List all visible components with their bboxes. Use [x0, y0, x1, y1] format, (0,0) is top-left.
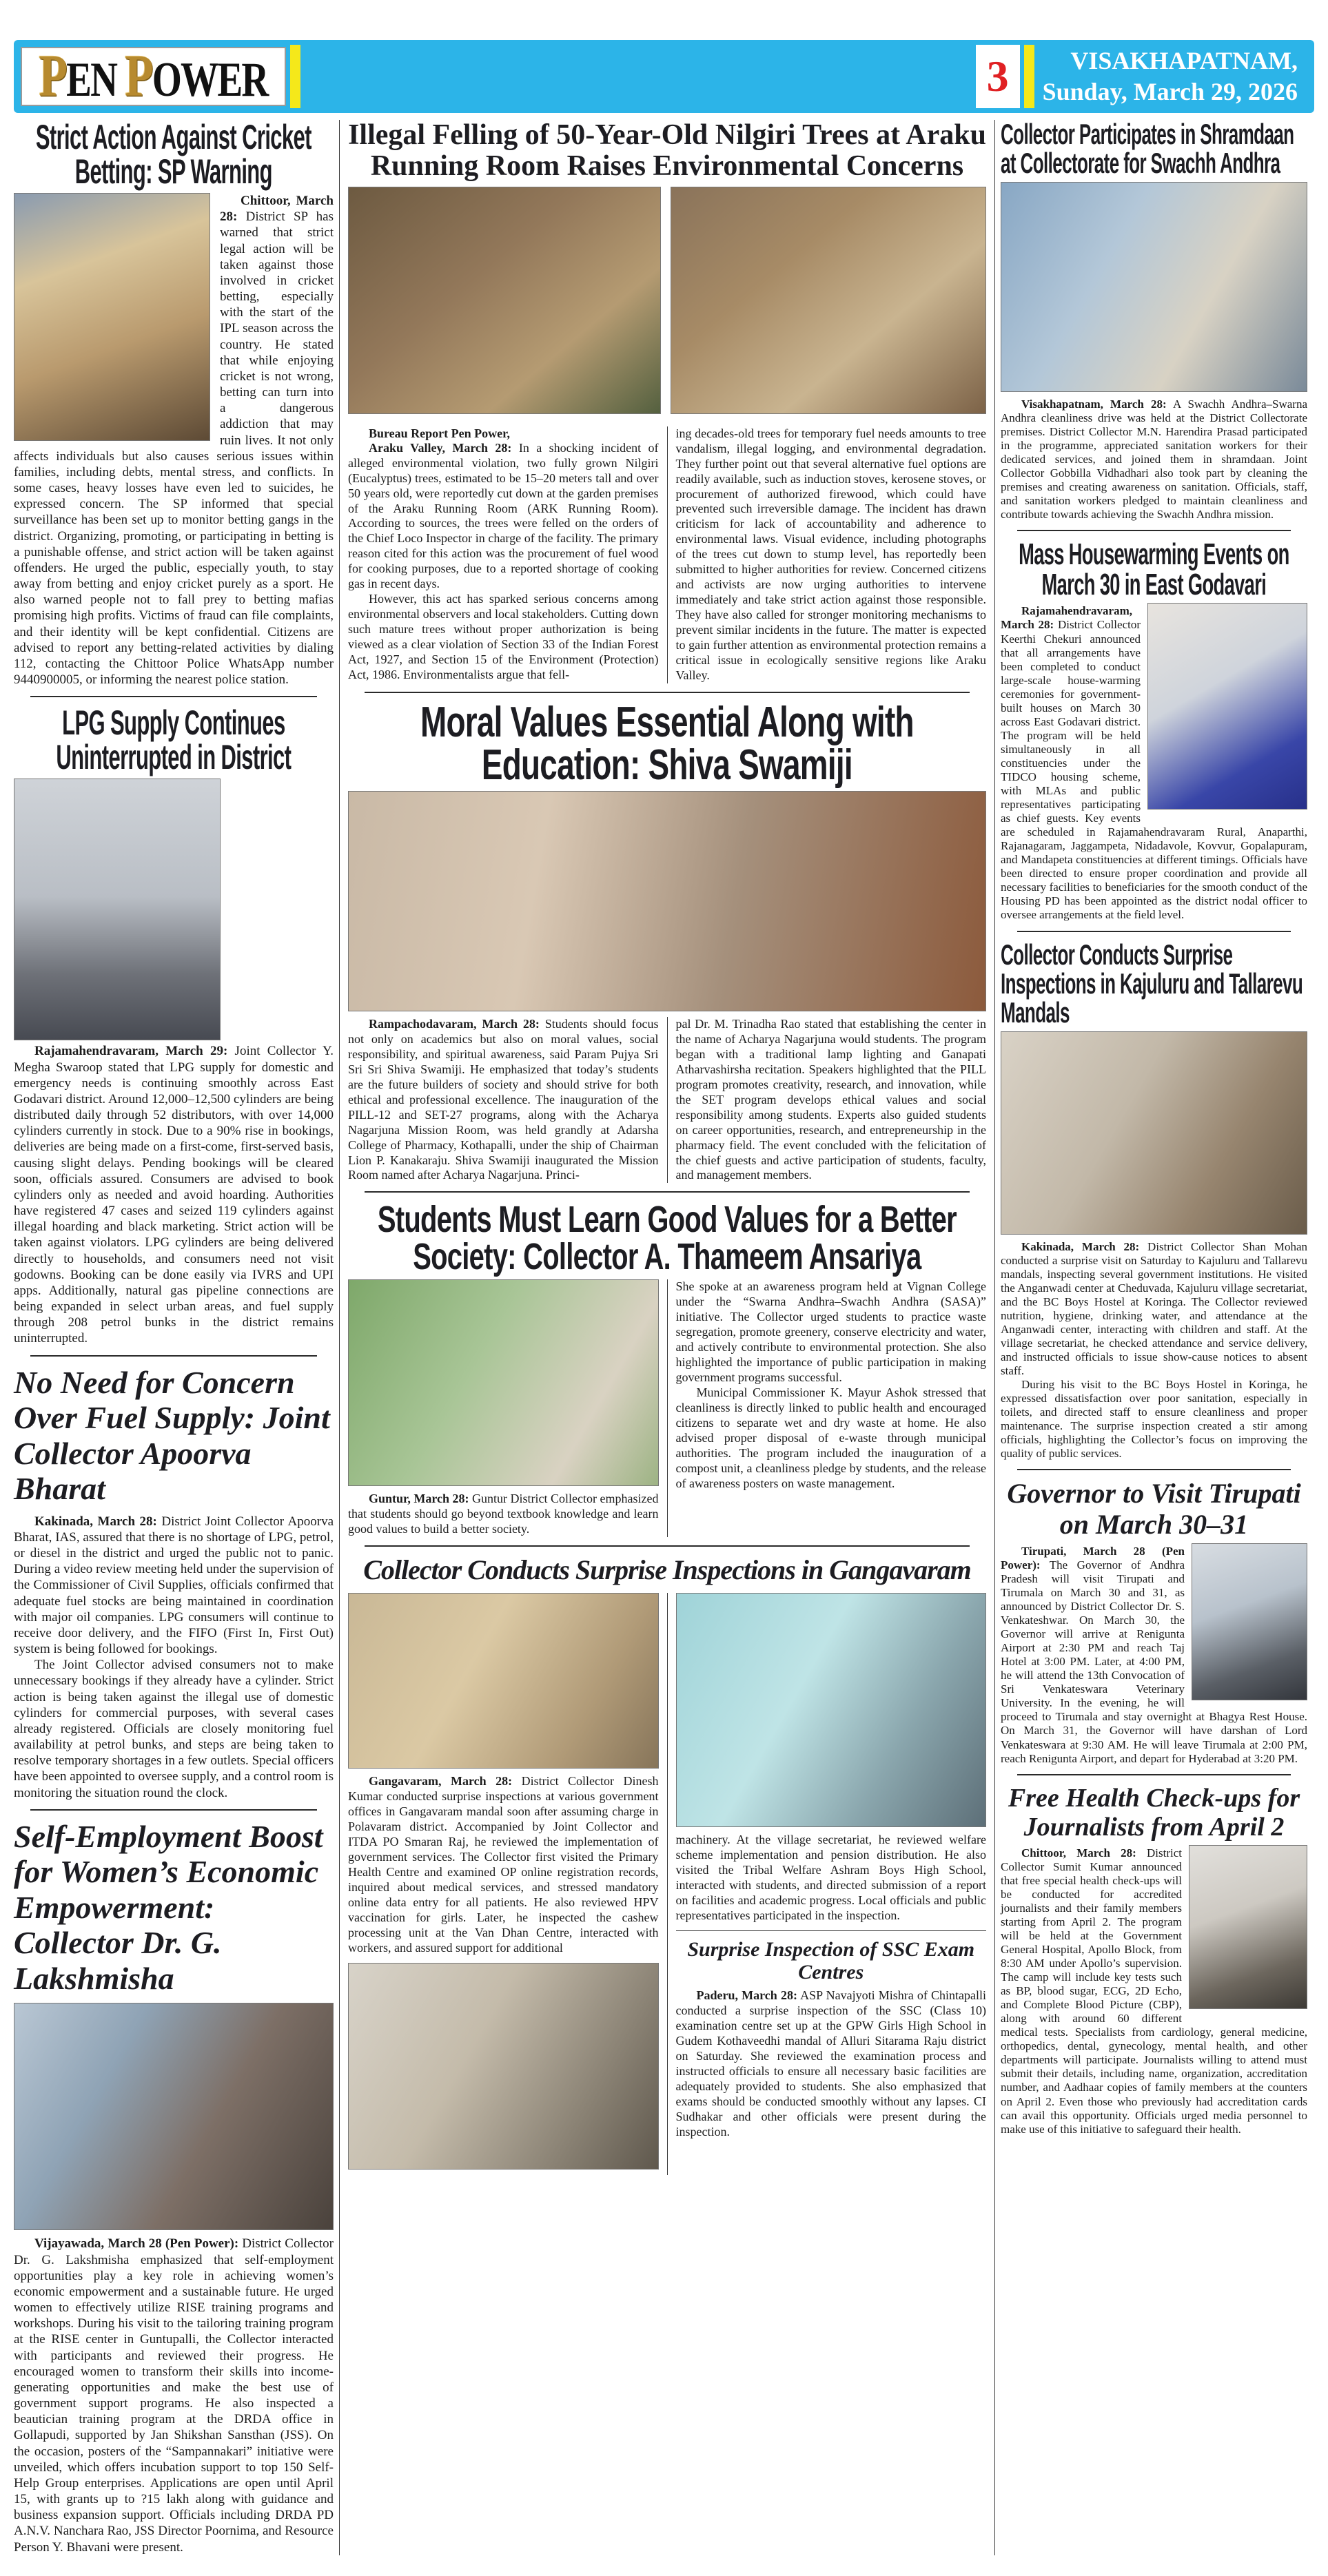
body-text: District SP has warned that strict legal action will be taken against those involved in cricket betting, especially with the start of the IPL season across the country. He stated that while enjoying cricket is not wrong, betting can turn into a dangerous addiction that may ruin lives. It not only affects individuals but also causes serious issues within families, including debts, mental stress, and conflicts. In some cases, heavy losses have even led to suicides, he expressed concern. The SP informed that special surveillance has been set up to monitor betting gangs in the district. Organizing, promoting, or participating in betting is a punishable offense, and strict action will be taken against offenders. He urged the public, especially youth, to stay away from betting and enjoy cricket purely as a sport. He also warned people not to fall prey to betting mafias promising high profits. Victims of fraud can file complaints, and their identity will be kept confidential. Citizens are advised to report any betting-related activities by dialing 112, contacting the Chittoor Police WhatsApp number 9440900005, or informing the nearest police station.	[14, 209, 334, 688]
separator-rule	[676, 1930, 987, 1931]
page-number: 3	[986, 52, 1009, 101]
article-paragraph: pal Dr. M. Trinadha Rao stated that establishing the center in the name of Acharya Nagarjuna would students. The program began with a traditional lamp lighting and Ganapati Atharvashirsha recitation. Speakers highlighted that the PILL program promotes creativity, research, and innovation, while the SET program develops ethical values and social responsibility among students. Experts also guided students on career opportunities, research, and entrepreneurship in the pharmacy field. The event concluded with the felicitation of the chief guests and active participation of students, faculty, and management members.	[675, 1016, 986, 1182]
dateline: Vijayawada, March 28 (Pen Power):	[34, 2236, 239, 2252]
separator-rule	[30, 696, 317, 697]
yellow-stripe-right	[1024, 45, 1034, 108]
dateline: Rampachodavaram, March 28:	[369, 1016, 540, 1031]
body-text: District Collector Sumit Kumar announced that free special health check-ups will be conducted for accredited journalists and their family members starting from April 2. The program will be held at the Government General Hospital, Apollo Block, from 8:30 AM under Apollo’s supervision. The camp will include key tests such as BP, blood sugar, ECG, 2D Echo, and Complete Blood Picture (CBP), along with around 60 different medical tests. Specialists from cardiology, general medicine, orthopedics, dental, gynecology, mental health, and other departments will participate. Journalists willing to attend must submit their details, including name, organization, accreditation number, and Aadhaar copies of family members at the counters on April 2. Even those who previously had accreditation cards can avail this opportunity. Officials urged media personnel to make use of this initiative to safeguard their health.	[1001, 1846, 1307, 2136]
text-subcolumn-right	[668, 1279, 987, 1537]
dateline: Paderu, March 28:	[696, 1988, 797, 2002]
separator-rule	[1017, 530, 1291, 531]
body-text: Guntur District Collector emphasized that students should go beyond textbook knowledge and learn good values to build a better society.	[348, 1492, 659, 1536]
two-column-text	[348, 1593, 986, 2174]
article-fuel-supply	[14, 1365, 334, 1801]
article-housewarming	[1001, 539, 1307, 922]
article-moral-values	[348, 698, 986, 1183]
article-headline: LPG Supply Continues Uninterrupted in District	[56, 703, 292, 777]
separator-rule	[30, 1809, 317, 1811]
body-text: A Swachh Andhra–Swarna Andhra cleanliness drive was held at the District Collectorate premises. District Collector M.N. Harendira Prasad participated in the programme, appreciated sanitation workers for their dedicated services, and joined them in shramdaan. Joint Collector Gobbilla Vidhadhari also took part by cleaning the premises and creating awareness on sanitation. Officials, staff, and sanitation workers pledged to maintain cleanliness and contribute towards achieving the Swachh Andhra mission.	[1001, 398, 1307, 522]
rise-training-photo	[14, 2003, 334, 2230]
health-centre-inspection-photo	[676, 1593, 987, 1827]
article-paragraph: The Joint Collector advised consumers not to make unnecessary bookings if they already have a cylinder. Strict action is being taken against the illegal use of domestic cylinders for commercial purposes, with several cases already registered. Officials are closely monitoring fuel availability at petrol bunks, and steps are being taken to resolve temporary shortages in a few outlets. Special officers have been appointed to oversee supply, and a control room is monitoring the situation round the clock.	[14, 1658, 334, 1800]
body-text: Students should focus not only on academics but also on moral values, social responsibility, and spiritual awareness, said Param Pujya Sri Sri Sri Shiva Swamiji. He emphasized that today’s students are the future builders of society and should strive for both ethical and professional excellence. The inauguration of the PILL-12 and SET-27 programs, along with the Acharya Nagarjuna Mission Room, was held grandly at Adarsha College of Pharmacy, Kothapalli, under the ship of Chairman Lion P. Kanakaraju. Shiva Swamiji inaugurated the Mission Room named after Acharya Nagarjuna. Princi-	[348, 1016, 659, 1182]
article-headline: Illegal Felling of 50-Year-Old Nilgiri Trees at Araku Running Room Raises Environmental Concerns	[348, 119, 986, 183]
article-paragraph	[348, 441, 659, 593]
body-text: Joint Collector Y. Megha Swaroop stated that LPG supply for domestic and emergency needs is continuing smoothly across East Godavari district. Around 12,000–12,500 cylinders are being distributed daily through 52 distributors, with over 14,000 cylinders currently in stock. Due to a 90% rise in bookings, deliveries are being made on a first-come, first-served basis, causing slight delays. Pending bookings will be cleared soon, officials assured. Consumers are advised to book cylinders only as needed and avoid hoarding. Authorities have registered 47 cases and seized 119 cylinders against illegal hoarding and black marketing. Strict action will be taken against violators. LPG cylinders are being delivered directly to households, and consumers need not visit godowns. Booking can be done easily via IVRS and UPI apps. Additionally, natural gas pipeline connections are being expanded in select urban areas, and fuel supply through 208 petrol bunks in the district remains uninterrupted.	[14, 1044, 334, 1346]
dateline: Guntur, March 28:	[369, 1492, 469, 1506]
article-governor-visit	[1001, 1478, 1307, 1765]
article-headline: Collector Participates in Shramdaan at Collectorate for Swachh Andhra	[1001, 118, 1294, 179]
article-paragraph	[348, 1774, 659, 1955]
dateline: Chittoor, March 28:	[220, 194, 334, 225]
middle-column	[339, 120, 995, 2555]
dateline: Gangavaram, March 28:	[369, 1774, 513, 1789]
page-number-box	[976, 45, 1020, 108]
two-column-text	[348, 1017, 986, 1183]
separator-rule	[365, 1191, 970, 1193]
dateline: Rajamahendravaram, March 29:	[34, 1044, 228, 1059]
separator-rule	[365, 1545, 970, 1547]
dateline: Visakhapatnam, March 28:	[1021, 398, 1167, 411]
dateline: Tirupati, March 28 (Pen Power):	[1001, 1544, 1185, 1572]
right-column	[995, 120, 1307, 2555]
article-paragraph: She spoke at an awareness program held at Vignan College under the “Swarna Andhra–Swachh Andhra (SASA)” initiative. The Collector urged students to practice waste segregation, promote greenery, conserve electricity and water, and actively contribute to environmental protection. She also highlighted the importance of public participation in making government programs successful.	[675, 1279, 986, 1385]
separator-rule	[365, 692, 970, 693]
article-nilgiri-felling	[348, 120, 986, 683]
article-paragraph	[1001, 398, 1307, 522]
article-headline: Surprise Inspection of SSC Exam Centres	[687, 1937, 975, 1984]
logo	[21, 43, 286, 110]
left-column	[14, 120, 339, 2555]
article-paragraph	[348, 1492, 659, 1537]
article-paragraph	[14, 1514, 334, 1658]
yellow-stripe-left	[290, 45, 300, 108]
article-paragraph: During his visit to the BC Boys Hostel in Koringa, he expressed dissatisfaction over poor sanitation, especially in toilets, and directed staff to ensure cleanliness and proper maintenance. The surprise inspection created a stir among officials, highlighting the Collector’s focus on improving the quality of public services.	[1001, 1377, 1307, 1461]
separator-rule	[1017, 1774, 1291, 1775]
article-shramdaan	[1001, 120, 1307, 522]
body-text: District Collector Shan Mohan conducted a surprise visit on Saturday to Kajuluru and Tallarevu mandals, inspecting several government institutions. He visited the Anganwadi center at Cheduvada, Kajuluru village secretariat, and the BC Boys Hostel at Koringa. The Collector reviewed nutrition, hygiene, drinking water, and attendance at the Anganwadi center, interacting with children and staff. At the village secretariat, he checked attendance and service delivery, and instructed officials to issue show-cause notices to absent staff.	[1001, 1239, 1307, 1377]
article-paragraph	[1001, 1240, 1307, 1378]
text-subcolumn-left	[348, 1017, 668, 1183]
body-text: District Collector Dinesh Kumar conducted surprise inspections at various government offices in Gangavaram mandal soon after assuming charge in Polavaram district. Accompanied by Joint Collector and ITDA PO Smaran Raj, he reviewed the implementation of government services. The Collector first visited the Primary Health Centre and examined OP online registration records, inquired about medical services, and stressed mandatory online data entry for all patients. He also reviewed HPV vaccination for girls. Later, he inspected the cashew processing unit at the Van Dhan Centre, interacted with workers, and assured support for additional	[348, 1774, 659, 1955]
nilgiri-photo-row	[348, 187, 986, 420]
sp-press-meet-photo	[14, 193, 210, 441]
article-headline: No Need for Concern Over Fuel Supply: Joint Collector Apoorva Bharat	[14, 1364, 330, 1507]
edition-date: Sunday, March 29, 2026	[1042, 78, 1298, 105]
edition-city: VISAKHAPATNAM,	[1070, 47, 1298, 74]
collector-mandal-visit-photo	[1001, 1031, 1307, 1235]
felled-tree-photo-1	[348, 187, 661, 414]
pharmacy-college-event-photo	[348, 791, 986, 1011]
article-headline: Governor to Visit Tirupati on March 30–31	[1007, 1478, 1301, 1541]
separator-rule	[30, 1355, 317, 1357]
page-grid	[14, 120, 1314, 2555]
article-headline: Free Health Check-ups for Journalists from April 2	[1008, 1783, 1300, 1842]
logo-rest-2: OWER	[152, 52, 268, 107]
article-women-empowerment	[14, 1819, 334, 2555]
logo-rest-1: EN	[66, 52, 125, 107]
body-text: District Collector Keerthi Chekuri announced that all arrangements have been completed to conduct large-scale house-warming ceremonies for government-built houses on March 30 across East Godavari district. The program will be held simultaneously in all constituencies under the TIDCO housing scheme, with MLAs and public representatives participating as chief guests. Key events are scheduled in Rajamahendravaram Rural, Anaparthi, Rajanagaram, Jaggampeta, Nidadavole, Kovvur, Gopalapuram, and Mandapeta constituencies at different timings. Officials have been directed to ensure proper coordination and provide all necessary facilities to beneficiaries for the smooth conduct of the Housing PD has been appointed as the district nodal officer to oversee arrangements at the field level.	[1001, 618, 1307, 922]
article-headline: Mass Housewarming Events on March 30 in East Godavari	[1019, 537, 1289, 602]
article-headline: Self-Employment Boost for Women’s Economic Empowerment: Collector Dr. G. Lakshmisha	[14, 1818, 323, 1996]
governor-photo	[1192, 1543, 1307, 1700]
text-subcolumn-left	[348, 1593, 668, 2174]
collector-sumit-kumar-photo	[1189, 1845, 1307, 2009]
collector-awareness-photo	[348, 1279, 659, 1486]
text-subcolumn-left	[348, 426, 668, 683]
body-text: District Joint Collector Apoorva Bharat, IAS, assured that there is no shortage of LPG, petrol, or diesel in the district and urged the public not to panic. During a video review meeting held under the supervision of the Commissioner of Civil Supplies, officials confirmed that adequate fuel stocks are being maintained in coordination with major oil companies. LPG consumers will continue to receive door delivery, and the FIFO (First In, First Out) system is being followed for bookings.	[14, 1514, 334, 1657]
article-paragraph	[676, 1988, 987, 2140]
dateline: Chittoor, March 28:	[1021, 1846, 1136, 1859]
article-ssc-inspection	[676, 1938, 987, 2140]
article-paragraph: However, this act has sparked serious concerns among environmental observers and local stakeholders. Cutting down such mature trees without proper authorization is being viewed as a clear violation of Section 33 of the Indian Forest Act, 1927, and Section 15 of the Environment (Protection) Act, 1986. Environmentalists argue that fell-	[348, 592, 659, 682]
article-lpg-supply	[14, 705, 334, 1346]
article-headline: Strict Action Against Cricket Betting: SP Warning	[35, 118, 311, 191]
article-paragraph: ing decades-old trees for temporary fuel needs amounts to tree vandalism, illegal logging, and environmental degradation. They further point out that several alternative fuel options are readily available, such as induction stoves, kerosene stoves, or procurement of authorized firewood, which could have prevented such irreversible damage. The incident has drawn criticism for lack of accountability and adherence to environmental laws. Visual evidence, including photographs of the trees cut down to stump level, has reportedly been submitted to higher authorities for review. Concerned citizens and activists are now urging authorities to intervene immediately and take strict action against those responsible. They have also called for stronger monitoring mechanisms to prevent similar incidents in the future. The matter is expected to gain further attention as environmental protection remains a critical issue in ecologically sensitive regions like Araku Valley.	[675, 426, 986, 682]
gangavaram-office-photo	[348, 1963, 659, 2170]
byline: Bureau Report Pen Power,	[369, 426, 510, 440]
text-subcolumn-right	[668, 426, 987, 683]
article-headline: Moral Values Essential Along with Education: Shiva Swamiji	[420, 698, 914, 789]
dateline: Araku Valley, March 28:	[369, 440, 512, 455]
article-headline: Students Must Learn Good Values for a Better Society: Collector A. Thameem Ansariya	[377, 1199, 957, 1278]
article-cricket-betting	[14, 120, 334, 688]
separator-rule	[1017, 1469, 1291, 1470]
dateline: Kakinada, March 28:	[34, 1514, 157, 1529]
two-column-text	[348, 426, 986, 683]
logo-initial-2: P	[125, 43, 152, 110]
logo-text	[39, 42, 267, 111]
joint-collector-photo	[14, 779, 221, 1040]
article-paragraph: machinery. At the village secretariat, he reviewed welfare scheme implementation and pension distribution. He also visited the Tribal Welfare Ashram Boys High School, interacted with students, and directed submission of a report on facilities and academic progress. Local officials and public representatives participated in the inspection.	[675, 1833, 986, 1922]
edition-block	[1039, 45, 1307, 107]
article-students-values	[348, 1201, 986, 1537]
dateline: Rajamahendravaram, March 28:	[1001, 604, 1133, 632]
collector-keerthi-chekuri-photo	[1147, 603, 1307, 810]
two-column-text	[348, 1279, 986, 1537]
article-headline: Collector Conducts Surprise Inspections in Kajuluru and Tallarevu Mandals	[1001, 938, 1303, 1029]
article-paragraph	[14, 2236, 334, 2555]
text-subcolumn-right	[668, 1017, 987, 1183]
article-headline: Collector Conducts Surprise Inspections in Gangavaram	[363, 1554, 971, 1586]
masthead	[14, 40, 1314, 113]
felled-tree-photo-2	[671, 187, 986, 414]
text-subcolumn-left	[348, 1279, 668, 1537]
body-text: ASP Navajyoti Mishra of Chintapalli conducted a surprise inspection of the SSC (Class 10) examination centre set up at the GPW Girls High School in Gudem Kothaveedhi mandal of Alluri Sitarama Raju district on Saturday. She reviewed the examination process and instructed officials to ensure all necessary basic facilities are adequately provided to students. She also emphasized that exams should be conducted smoothly without any lapses. CI Sudhakar and other officials were present during the inspection.	[675, 1988, 986, 2139]
body-text: The Governor of Andhra Pradesh will visit Tirupati and Tirumala on March 30 and 31, as announced by District Collector Dr. S. Venkateshwar. On March 30, the Governor will arrive at Renigunta Airport at 2:30 PM and reach Taj Hotel at 3:00 PM. Later, at 4:00 PM, he will attend the 13th Convocation of Sri Venkateswara Veterinary University. In the evening, he will proceed to Tirumala and stay overnight at Bhagya Rest House. On March 31, the Governor will have darshan of Lord Venkateswara at 9:30 AM. He will leave Tirumala at 2:00 PM, reach Renigunta Airport, and depart for Hyderabad at 3:20 PM.	[1001, 1558, 1307, 1765]
body-text: District Collector Dr. G. Lakshmisha emphasized that self-employment opportunities play a key role in achieving women’s economic empowerment and a sustainable future. He urged women to effectively utilize RISE training programs and workshops. During his visit to the tailoring training program at the RISE center in Guntupalli, the Collector interacted with participants and reviewed their progress. He encouraged women to transform their skills into income-generating opportunities and make the best use of government support programs. He also inspected a beautician training program at the DRDA office in Gollapudi, supported by Jan Shikshan Sansthan (JSS). On the occasion, posters of the “Sampannakari” initiative were unveiled, which offers incubation support to top 150 Self-Help Group enterprises. Applications are open until April 15, with grants up to ?15 lakh along with guidance and business expansion support. Officials including DRDA PD A.N.V. Nanchara Rao, JSS Director Poornima, and Resource Person Y. Bhavani were present.	[14, 2236, 334, 2555]
logo-initial-1: P	[39, 43, 67, 110]
gangavaram-field-visit-photo	[348, 1593, 659, 1769]
article-health-checkups	[1001, 1784, 1307, 2136]
article-paragraph	[348, 1017, 659, 1183]
body-text: In a shocking incident of alleged environmental violation, two fully grown Nilgiri (Eucalyptus) trees, estimated to be 15–20 meters tall and over 50 years old, were reportedly cut down at the garden premises of the Araku Running Room (ARK Running Room). According to sources, the trees were felled on the orders of the Chief Loco Inspector in charge of the facility. The primary reason cited for this action was the procurement of fuel wood for cooking purposes, due to a reported shortage of cooking gas in recent days.	[348, 440, 659, 591]
cleanliness-drive-photo	[1001, 182, 1307, 392]
article-paragraph: Municipal Commissioner K. Mayur Ashok stressed that cleanliness is directly linked to public health and encouraged citizens to separate wet and dry waste at home. He also advised proper disposal of e-waste through municipal authorities. The program included the inauguration of a compost unit, a cleanliness pledge by students, and the release of awareness posters on waste management.	[675, 1385, 986, 1490]
dateline: Kakinada, March 28:	[1021, 1239, 1140, 1253]
text-subcolumn-right	[668, 1593, 987, 2174]
article-gangavaram-inspections	[348, 1555, 986, 2174]
article-kajuluru-inspections	[1001, 940, 1307, 1461]
separator-rule	[1017, 931, 1291, 932]
